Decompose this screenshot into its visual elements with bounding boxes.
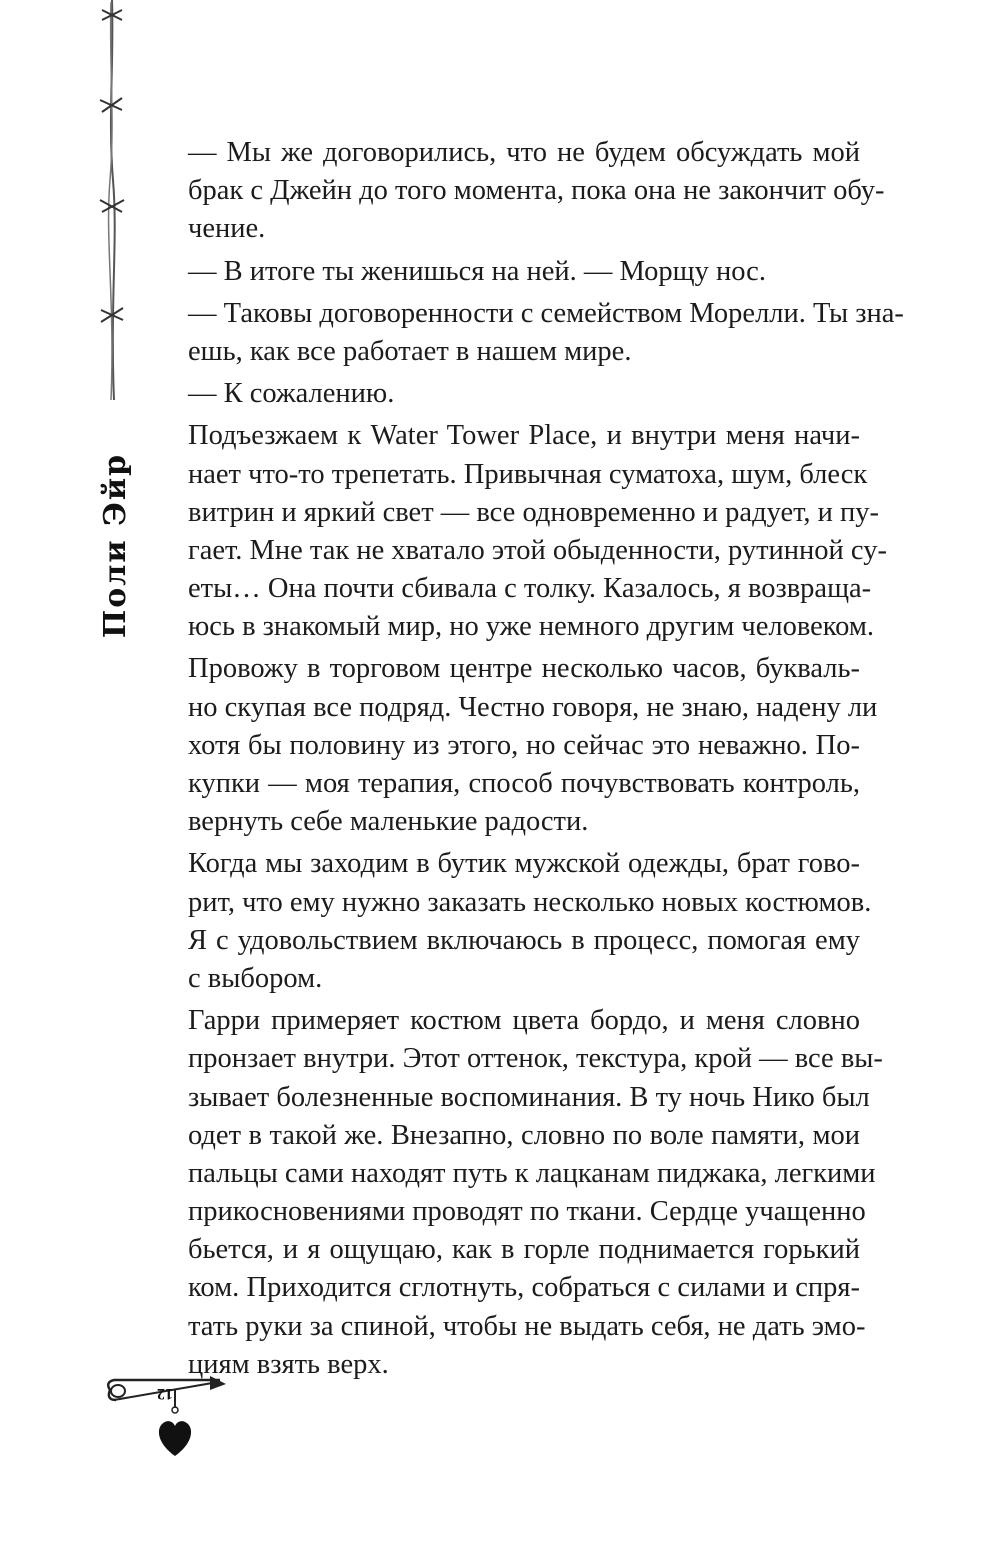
text-line: нает что-то трепетать. Привычная суматоха, шум, блеск — [188, 458, 868, 490]
text-line: чение. — [188, 213, 266, 245]
paragraph — [180, 417, 887, 646]
text-line: рит, что ему нужно заказать несколько новых костюмов. — [188, 886, 872, 918]
text-line: Я с удовольствием включаюсь в процесс, помогая ему — [188, 924, 860, 956]
safety-pin-heart-icon — [100, 1360, 230, 1470]
paragraph — [180, 253, 860, 291]
text-line: пальцы сами находят путь к лацканам пиджака, легкими — [188, 1157, 876, 1189]
barbed-wire-ornament — [92, 0, 132, 400]
text-line: еты… Она почти сбивала с толку. Казалось, я возвраща- — [188, 573, 872, 605]
paragraph — [180, 295, 904, 371]
body-text — [180, 134, 904, 1388]
running-head-author — [96, 430, 136, 660]
text-line: — В итоге ты женишься на ней. — Морщу нос. — [188, 255, 766, 287]
text-line: купки — моя терапия, способ почувствовать контроль, — [188, 768, 860, 799]
text-line: юсь в знакомый мир, но уже немного другим человеком. — [188, 611, 875, 643]
text-line: с выбором. — [188, 962, 323, 994]
text-line: Когда мы заходим в бутик мужской одежды, брат гово- — [188, 848, 860, 880]
text-line: циям взять верх. — [188, 1348, 389, 1380]
text-line: прикосновениями проводят по ткани. Сердце учащенно — [188, 1196, 866, 1228]
paragraph — [180, 650, 878, 841]
page-number: 12 — [157, 1385, 173, 1402]
text-line: гает. Мне так не хватало этой обыденности, рутинной су- — [188, 534, 887, 566]
text-line: ешь, как все работает в нашем мире. — [188, 335, 632, 367]
paragraph — [180, 134, 885, 249]
text-line: ком. Приходится сглотнуть, собраться с силами и спря- — [188, 1272, 860, 1304]
text-line: тать руки за спиной, чтобы не выдать себя, не дать эмо- — [188, 1310, 866, 1342]
text-line: Провожу в торговом центре несколько часов, букваль- — [188, 653, 860, 685]
paragraph — [180, 845, 872, 998]
text-line: Гарри примеряет костюм цвета бордо, и меня словно — [188, 1005, 860, 1037]
text-line: — Мы же договорились, что не будем обсуждать мой — [188, 137, 860, 168]
text-line: бьется, и я ощущаю, как в горле поднимается горький — [188, 1234, 860, 1266]
text-line: — Таковы договоренности с семейством Морелли. Ты зна- — [188, 297, 904, 329]
paragraph — [180, 375, 860, 413]
text-line: — К сожалению. — [188, 378, 395, 410]
text-line: одет в такой же. Внезапно, словно по воле памяти, мои — [188, 1119, 860, 1151]
text-line: брак с Джейн до того момента, пока она не закончит обу- — [188, 175, 885, 207]
text-line: хотя бы половину из этого, но сейчас это неважно. По- — [188, 729, 860, 761]
text-line: зывает болезненные воспоминания. В ту ночь Нико был — [188, 1081, 870, 1113]
text-line: витрин и яркий свет — все одновременно и радует, и пу- — [188, 496, 880, 528]
paragraph — [180, 1002, 883, 1384]
text-line: но скупая все подряд. Честно говоря, не знаю, надену ли — [188, 691, 878, 723]
text-line: пронзает внутри. Этот оттенок, текстура, крой — все вы- — [188, 1043, 883, 1075]
text-line: вернуть себе маленькие радости. — [188, 806, 589, 838]
author-name: Поли Эйр — [98, 452, 134, 638]
text-line: Подъезжаем к Water Tower Place, и внутри меня начи- — [188, 420, 860, 452]
